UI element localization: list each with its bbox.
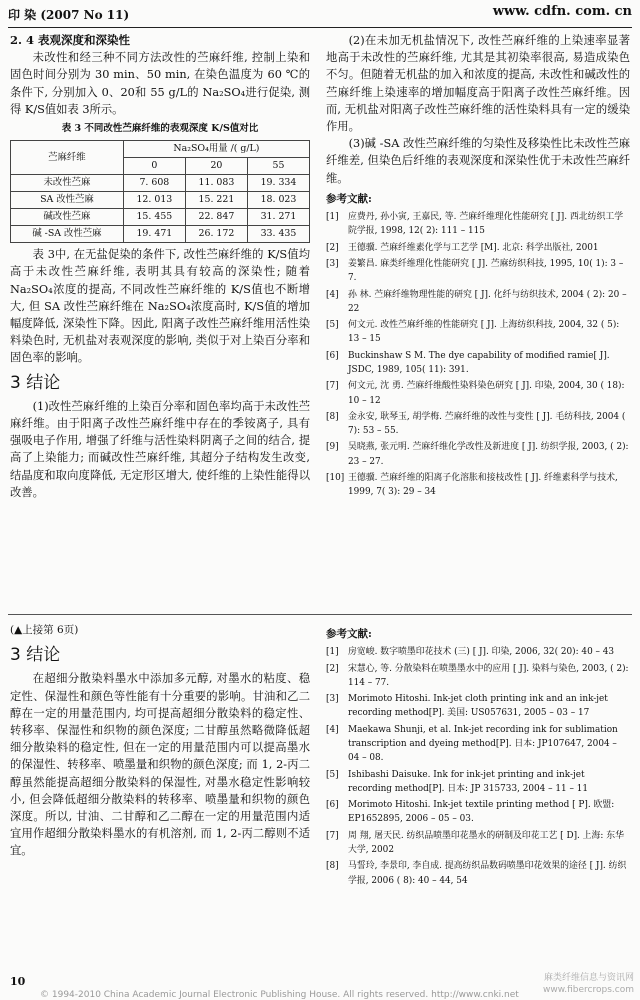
table-cell: 18. 023 (247, 192, 309, 209)
reference-list (326, 210, 630, 500)
reference-number: [1] (326, 647, 339, 658)
reference-number: [9] (326, 442, 339, 453)
reference-number: [7] (326, 381, 339, 392)
reference-item (326, 662, 630, 691)
table-cell: 7. 608 (123, 175, 185, 192)
reference-number: [5] (326, 320, 339, 331)
table-group-header: Na₂SO₄用量 /( g/L) (123, 141, 309, 158)
journal-issue: 印 染 (2007 No 11) (8, 8, 130, 22)
lower-right-column (326, 622, 630, 890)
paragraph: 未改性和经三种不同方法改性的苎麻纤维, 控制上染和固色时间分别为 30 min、50 min, 在染色温度为 60 ℃的条件下, 分别加入 0、20和 55 g/L的 Na₂SO₄进行促染, 测得 K/S值如表 3所示。 (10, 51, 310, 116)
reference-number: [6] (326, 350, 339, 361)
ks-comparison-table (10, 140, 310, 243)
reference-number: [8] (326, 861, 339, 872)
reference-item (326, 318, 630, 347)
table-row-header: 苎麻纤维 (11, 141, 124, 175)
table-col-header: 0 (123, 158, 185, 175)
reference-number: [7] (326, 830, 339, 841)
reference-number: [6] (326, 800, 339, 811)
reference-text: 何文元, 沈 勇. 苎麻纤维酸性染料染色研究 [ J]. 印染, 2004, 30 ( 18): 10 – 12 (348, 381, 625, 406)
table-row (11, 226, 310, 243)
lower-left-column (10, 622, 310, 860)
reference-number: [1] (326, 212, 339, 223)
reference-text: Ishibashi Daisuke. Ink for ink-jet printing and ink-jet recording method[P]. 日本: JP 315733, 2004 – 11 – 11 (348, 769, 589, 794)
references-heading: 参考文献: (326, 628, 372, 640)
reference-number: [3] (326, 694, 339, 705)
reference-item (326, 859, 630, 888)
table-cell: 15. 455 (123, 209, 185, 226)
reference-item (326, 645, 630, 659)
reference-text: 宋慧心, 等. 分散染料在喷墨墨水中的应用 [ J]. 染料与染色, 2003, ( 2): 114 – 77. (348, 663, 629, 688)
table-header-row (11, 141, 310, 158)
upper-right-column (326, 32, 630, 502)
table-cell: 未改性苎麻 (11, 175, 124, 192)
table-caption: 表 3 不同改性苎麻纤维的表观深度 K/S值对比 (61, 123, 259, 135)
reference-text: 姜繁昌. 麻类纤维理化性能研究 [ J]. 苎麻纺织科技, 1995, 10( 1): 3 – 7. (348, 258, 624, 284)
reference-number: [10] (326, 473, 345, 484)
reference-text: 王德骥. 苎麻纤维素化学与工艺学 [M]. 北京: 科学出版社, 2001 (348, 242, 599, 253)
reference-text: Morimoto Hitoshi. Ink-jet textile printing method [ P]. 欧盟: EP1652895, 2006 – 05 – 03. (348, 800, 615, 825)
references-heading: 参考文献: (326, 192, 372, 205)
table-cell: 15. 221 (185, 192, 247, 209)
article-divider (8, 614, 632, 615)
reference-number: [4] (326, 724, 339, 735)
watermark-url: www.fibercrops.com (543, 985, 634, 995)
paragraph: (1)改性苎麻纤维的上染百分率和固色率均高于未改性苎麻纤维。由于阳离子改性苎麻纤维中存在的季铵离子, 具有强吸电子作用, 增强了纤维与活性染料阴离子之间的结合, 提高了上染能力; 而碱改性苎麻纤维, 其超分子结构发生改变, 结晶度和取向度降低, 无定形区增大, 使纤维的上染性能得以改善。 (10, 399, 310, 499)
table-cell: SA 改性苎麻 (11, 192, 124, 209)
reference-item (326, 379, 630, 408)
reference-item (326, 798, 630, 827)
conclusion-heading: 3 结论 (10, 372, 61, 393)
conclusion-heading: 3 结论 (10, 645, 61, 666)
paragraph: 在超细分散染料墨水中添加多元醇, 对墨水的粘度、稳定性、保湿性和颜色等性能有十分重要的影响。甘油和乙二醇在一定的用量范围内, 均可提高超细分散染料的稳定性、转移率、保湿性和织物的颜色深度; 二甘醇虽然略微降低超细分散染料的稳定性, 但在一定的用量范围内可以提高墨水的保湿性、转移率、喷墨量和织物的颜色深度; 而 1, 2-丙二醇虽然能提高超细分散染料的保湿性, 对墨水稳定性影响较小, 但会降低超细分散染料的转移率、喷墨量和织物的颜色深度。所以, 甘油、二甘醇和乙二醇在一定的用量范围内适宜用作超细分散染料墨水的有机溶剂, 而 1, 2-丙二醇则不适宜。 (10, 672, 310, 858)
reference-item (326, 768, 630, 797)
table-cell: 22. 847 (185, 209, 247, 226)
reference-text: 房宽峻. 数字喷墨印花技术 (三) [ J]. 印染, 2006, 32( 20): 40 – 43 (348, 647, 615, 658)
section-heading-2-4: 2. 4 表观深度和深染性 (10, 33, 131, 47)
upper-left-column (10, 32, 310, 501)
table-cell: 11. 083 (185, 175, 247, 192)
reference-item (326, 440, 630, 469)
header-rule (8, 27, 632, 28)
table-row (11, 192, 310, 209)
copyright-line: © 1994-2010 China Academic Journal Electronic Publishing House. All rights reserved. http://www.cnki.net (40, 990, 519, 1000)
table-cell: 19. 334 (247, 175, 309, 192)
table-row (11, 209, 310, 226)
reference-number: [5] (326, 769, 339, 780)
table-cell: 33. 435 (247, 226, 309, 243)
reference-text: 金永安, 耿琴玉, 胡学梅. 苎麻纤维的改性与变性 [ J]. 毛纺科技, 2004 ( 7): 53 – 55. (348, 411, 626, 437)
reference-text: Morimoto Hitoshi. Ink-jet cloth printing ink and an ink-jet recording method[P]. 美国: US057631, 2005 – 03 – 17 (348, 694, 608, 719)
reference-number: [4] (326, 289, 339, 300)
paragraph: (2)在未加无机盐情况下, 改性苎麻纤维的上染速率显著地高于未改性的苎麻纤维, 尤其是其初染率很高, 易造成染色不匀。但随着无机盐的加入和浓度的提高, 未改性和碱改性的苎麻纤维上染速率的增加幅度高于阳离子改性苎麻纤维。因而, 无机盐对阳离子改性苎麻纤维的活性染料具有一定的缓染作用。 (326, 34, 630, 134)
page-number: 10 (10, 975, 26, 988)
table-cell: 12. 013 (123, 192, 185, 209)
table-col-header: 55 (247, 158, 309, 175)
reference-number: [3] (326, 258, 339, 269)
reference-text: 应费丹, 孙小寅, 王嘉民, 等. 苎麻纤维理化性能研究 [ J]. 西北纺织工学院学报, 1998, 12( 2): 111 – 115 (348, 212, 624, 237)
reference-text: 吴晓燕, 张元明. 苎麻纤维化学改性及新进度 [ J]. 纺织学报, 2003, ( 2): 23 – 27. (348, 442, 629, 467)
reference-item (326, 210, 630, 239)
table-cell: 26. 172 (185, 226, 247, 243)
watermark-text: 麻类纤维信息与资讯网 (543, 973, 634, 983)
continued-from-note: (▲上接第 6页) (10, 624, 79, 636)
reference-text: Maekawa Shunji, et al. Ink-jet recording ink for sublimation transcription and dyeing method[P]. 日本: JP107647, 2004 – 04 – 08. (348, 724, 618, 764)
table-row (11, 175, 310, 192)
reference-item (326, 723, 630, 766)
reference-number: [2] (326, 663, 339, 674)
reference-item (326, 288, 630, 317)
reference-text: 王德骥. 苎麻纤维的阳离子化溶胀和接枝改性 [ J]. 纤维素科学与技术, 1999, 7( 3): 29 – 34 (348, 473, 618, 498)
reference-item (326, 257, 630, 286)
reference-item (326, 829, 630, 858)
reference-text: 马誓玲, 李景印, 李自成. 提高纺织品数码喷墨印花效果的途径 [ J]. 纺织学报, 2006 ( 8): 40 – 44, 54 (348, 861, 627, 886)
reference-number: [2] (326, 242, 339, 253)
table-cell: 碱 -SA 改性苎麻 (11, 226, 124, 243)
table-cell: 19. 471 (123, 226, 185, 243)
journal-website: www. cdfn. com. cn (492, 4, 632, 19)
reference-text: 周 翔, 屠天民. 纺织品喷墨印花墨水的研制及印花工艺 [ D]. 上海: 东华大学, 2002 (348, 830, 624, 856)
reference-item (326, 241, 630, 255)
reference-list (326, 645, 630, 888)
watermark (543, 972, 634, 996)
table-cell: 31. 271 (247, 209, 309, 226)
paragraph: (3)碱 -SA 改性苎麻纤维的匀染性及移染性比未改性苎麻纤维差, 但染色后纤维的表观深度和深染性优于未改性苎麻纤维。 (326, 137, 630, 185)
reference-number: [8] (326, 411, 339, 422)
reference-text: Buckinshaw S M. The dye capability of modified ramie[ J]. JSDC, 1989, 105( 11): 391. (348, 350, 610, 375)
reference-item (326, 349, 630, 378)
running-header (8, 4, 632, 26)
reference-text: 孙 林. 苎麻纤维物理性能的研究 [ J]. 化纤与纺织技术, 2004 ( 2): 20 – 22 (348, 289, 627, 314)
reference-item (326, 471, 630, 500)
reference-item (326, 692, 630, 721)
reference-item (326, 410, 630, 439)
table-col-header: 20 (185, 158, 247, 175)
paragraph: 表 3中, 在无盐促染的条件下, 改性苎麻纤维的 K/S值均高于未改性苎麻纤维, 表明其具有较高的深染性; 随着 Na₂SO₄浓度的提高, 不同改性苎麻纤维的 K/S值也不断增大, 但 SA 改性苎麻纤维在 Na₂SO₄浓度高时, K/S值的增加幅度降低, 深染性下降。因此, 阳离子改性苎麻纤维用活性染料染色时, 无机盐对表观深度的影响, 类似于对上染百分率和固色率的影响。 (10, 248, 310, 365)
table-cell: 碱改性苎麻 (11, 209, 124, 226)
reference-text: 何文元. 改性苎麻纤维的性能研究 [ J]. 上海纺织科技, 2004, 32 ( 5): 13 – 15 (348, 320, 620, 345)
